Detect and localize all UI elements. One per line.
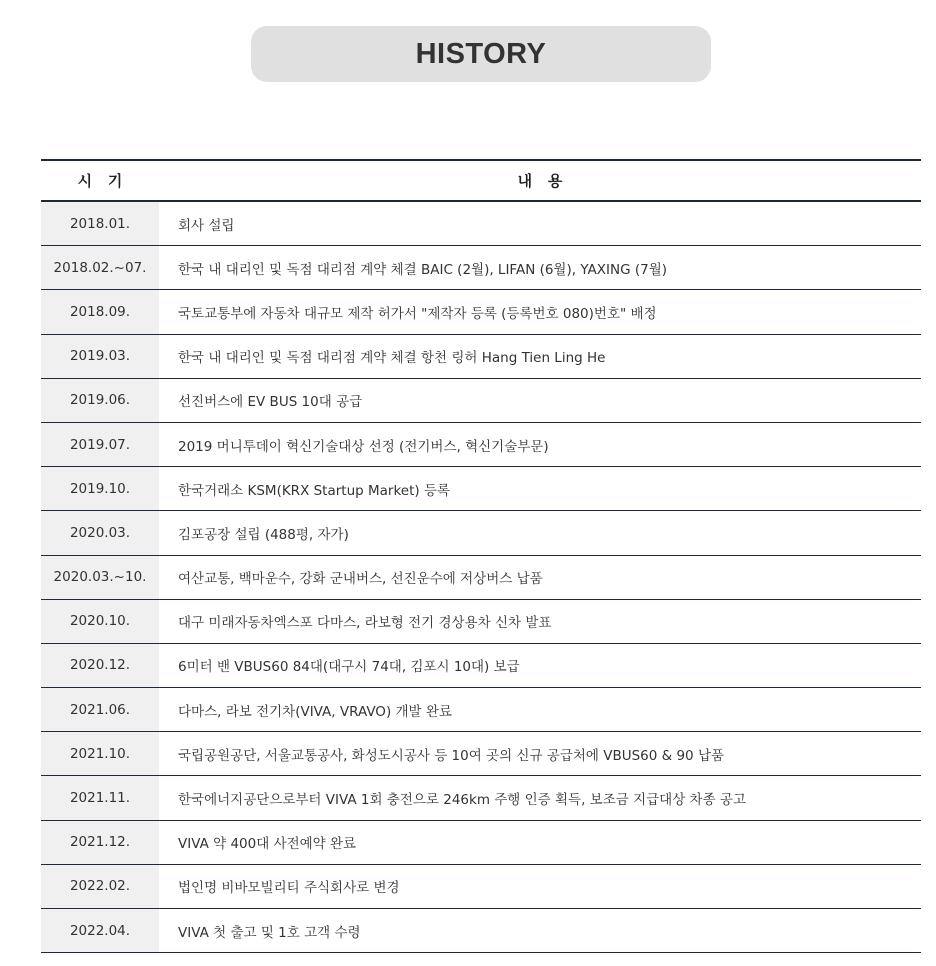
history-title-banner bbox=[251, 26, 711, 82]
row-period: 2019.06. bbox=[41, 379, 159, 422]
table-row bbox=[41, 379, 921, 423]
row-content: 2019 머니투데이 혁신기술대상 선정 (전기버스, 혁신기술부문) bbox=[178, 438, 549, 455]
row-period: 2019.07. bbox=[41, 423, 159, 466]
row-period: 2021.06. bbox=[41, 688, 159, 731]
table-row bbox=[41, 246, 921, 290]
row-content: 6미터 밴 VBUS60 84대(대구시 74대, 김포시 10대) 보급 bbox=[178, 659, 520, 676]
row-period: 2021.11. bbox=[41, 776, 159, 819]
table-row bbox=[41, 467, 921, 511]
table-row bbox=[41, 511, 921, 555]
row-period: 2020.03.~10. bbox=[41, 556, 159, 599]
table-row bbox=[41, 821, 921, 865]
table-row bbox=[41, 335, 921, 379]
table-row bbox=[41, 909, 921, 953]
row-period: 2018.02.~07. bbox=[41, 246, 159, 289]
table-row bbox=[41, 732, 921, 776]
row-period: 2021.12. bbox=[41, 821, 159, 864]
row-content: 한국에너지공단으로부터 VIVA 1회 충전으로 246km 주행 인증 획득, 보조금 지급대상 차종 공고 bbox=[178, 792, 746, 809]
row-content: 대구 미래자동차엑스포 다마스, 라보형 전기 경상용차 신차 발표 bbox=[178, 615, 552, 632]
row-period: 2022.04. bbox=[41, 909, 159, 952]
table-row bbox=[41, 290, 921, 334]
row-content: 김포공장 설립 (488평, 자가) bbox=[178, 526, 349, 543]
row-content: 한국 내 대리인 및 독점 대리점 계약 체결 항천 링허 Hang Tien Ling He bbox=[178, 350, 606, 367]
table-header bbox=[41, 159, 921, 202]
row-period: 2018.01. bbox=[41, 202, 159, 245]
row-period: 2020.12. bbox=[41, 644, 159, 687]
table-row bbox=[41, 423, 921, 467]
table-row bbox=[41, 644, 921, 688]
row-period: 2022.02. bbox=[41, 865, 159, 908]
row-content: 한국 내 대리인 및 독점 대리점 계약 체결 BAIC (2월), LIFAN (6월), YAXING (7월) bbox=[178, 261, 668, 278]
table-row bbox=[41, 600, 921, 644]
table-row bbox=[41, 776, 921, 820]
row-period: 2019.10. bbox=[41, 467, 159, 510]
row-content: 다마스, 라보 전기차(VIVA, VRAVO) 개발 완료 bbox=[178, 703, 452, 720]
table-row bbox=[41, 202, 921, 246]
row-content: 한국거래소 KSM(KRX Startup Market) 등록 bbox=[178, 482, 451, 499]
row-period: 2020.03. bbox=[41, 511, 159, 554]
row-content: 법인명 비바모빌리티 주식회사로 변경 bbox=[178, 880, 400, 897]
history-table bbox=[41, 159, 921, 953]
row-period: 2018.09. bbox=[41, 290, 159, 333]
table-row bbox=[41, 865, 921, 909]
row-content: 국토교통부에 자동차 대규모 제작 허가서 "제작자 등록 (등록번호 080)번호" 배정 bbox=[178, 305, 657, 322]
row-content: 회사 설립 bbox=[178, 217, 235, 234]
header-content: 내 용 bbox=[517, 172, 563, 190]
row-content: VIVA 약 400대 사전예약 완료 bbox=[178, 836, 357, 853]
row-content: 선진버스에 EV BUS 10대 공급 bbox=[178, 394, 363, 411]
page-title: HISTORY bbox=[415, 37, 547, 70]
row-content: 여산교통, 백마운수, 강화 군내버스, 선진운수에 저상버스 납품 bbox=[178, 571, 543, 588]
table-row bbox=[41, 556, 921, 600]
row-period: 2021.10. bbox=[41, 732, 159, 775]
table-body bbox=[41, 202, 921, 953]
row-content: VIVA 첫 출고 및 1호 고객 수령 bbox=[178, 924, 361, 941]
row-content: 국립공원공단, 서울교통공사, 화성도시공사 등 10여 곳의 신규 공급처에 VBUS60 & 90 납품 bbox=[178, 747, 725, 764]
row-period: 2019.03. bbox=[41, 335, 159, 378]
row-period: 2020.10. bbox=[41, 600, 159, 643]
header-period: 시 기 bbox=[77, 172, 123, 190]
table-row bbox=[41, 688, 921, 732]
